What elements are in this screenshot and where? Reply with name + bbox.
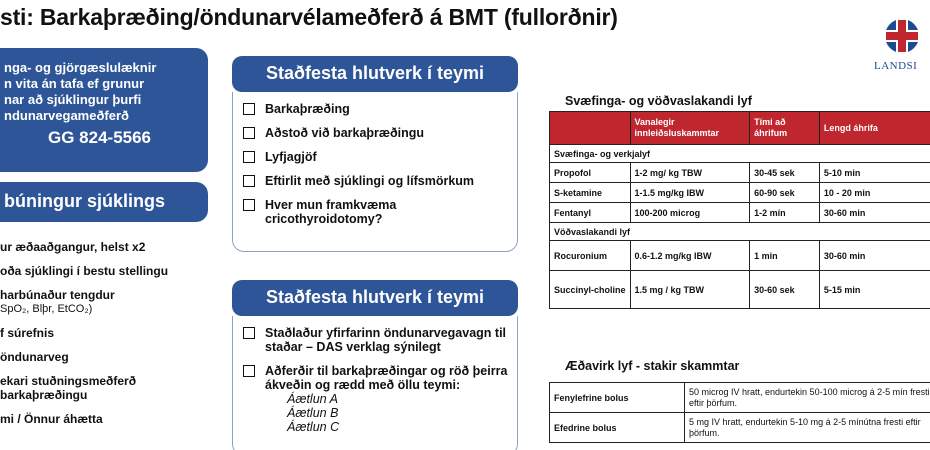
column-header (550, 112, 631, 145)
list-item: ekari stuðningsmeðferð (0, 374, 137, 388)
roles-box (232, 92, 518, 252)
anesthetics-title: Svæfinga- og vöðvaslakandi lyf (565, 94, 752, 108)
notice-line: nar að sjúklingur þurfi (4, 92, 142, 107)
checklist-item[interactable]: Eftirlit með sjúklingi og lífsmörkum (243, 174, 517, 188)
list-item-sub: SpO₂, Blþr, EtCO₂) (0, 303, 93, 315)
plan-heading: Staðfesta hlutverk í teymi (232, 280, 518, 316)
contact-notice-box (0, 48, 208, 172)
table-row: S-ketamine 1-1.5 mg/kg IBW 60-90 sek 10 - 20 min (550, 183, 930, 203)
group-label: Vöðvaslakandi lyf (550, 223, 930, 241)
column-header: Vanalegir innleiðsluskammtar (630, 112, 750, 145)
list-item: barkaþræðingu (0, 388, 88, 402)
patient-prep-heading: búningur sjúklings (0, 182, 208, 222)
checklist-item[interactable]: Barkaþræðing (243, 102, 517, 116)
table-row: Fenylefrine bolus 50 microg IV hratt, endurtekin 50-100 microg á 2-5 mín fresti eftir þörfum. (550, 383, 930, 413)
list-item: mi / Önnur áhætta (0, 412, 103, 426)
vasoactive-table (549, 382, 930, 443)
table-group-row (550, 145, 930, 163)
table-row: Rocuronium 0.6-1.2 mg/kg IBW 1 min 30-60 min (550, 241, 930, 271)
table-row: Efedrine bolus 5 mg IV hratt, endurtekin 5-10 mg á 2-5 mínútna fresti eftir þörfum. (550, 413, 930, 443)
plan-box (232, 316, 518, 450)
page-title: sti: Barkaþræðing/öndunarvélameðferð á BMT (fullorðnir) (0, 4, 618, 30)
roles-heading: Staðfesta hlutverk í teymi (232, 56, 518, 92)
checklist-item[interactable]: Hver mun framkvæma cricothyroidotomy? (243, 198, 517, 226)
checklist-item[interactable]: Aðstoð við barkaþræðingu (243, 126, 517, 140)
list-item: ur æðaaðgangur, helst x2 (0, 240, 146, 254)
notice-line: n vita án tafa ef grunur (4, 76, 145, 91)
anesthetics-table (549, 111, 930, 309)
table-row: Propofol 1-2 mg/ kg TBW 30-45 sek 5-10 min (550, 163, 930, 183)
phone-number: GG 824-5566 (48, 128, 152, 147)
notice-line: nga- og gjörgæslulæknir (4, 60, 157, 75)
column-header: Lengd áhrifa (819, 112, 930, 145)
checklist-item[interactable]: Lyfjagjöf (243, 150, 517, 164)
list-item: oða sjúklingi í bestu stellingu (0, 264, 169, 278)
column-header: Tími að áhrifum (750, 112, 820, 145)
notice-line: ndunarvegameðferð (4, 108, 129, 123)
table-row: Succinyl-choline 1.5 mg / kg TBW 30-60 sek 5-15 min (550, 271, 930, 309)
checklist-item[interactable]: Aðferðir til barkaþræðingar og röð þeirra ákveðin og rædd með öllu teymi: Áætlun A Áætlun B Áætlun C (243, 364, 517, 434)
table-group-row (550, 223, 930, 241)
plan-option: Áætlun A (287, 392, 338, 406)
table-row: Fentanyl 100-200 microg 1-2 mín 30-60 min (550, 203, 930, 223)
checklist-item[interactable]: Staðlaður yfirfarinn öndunarvegavagn til staðar – DAS verklag sýnilegt (243, 326, 517, 354)
table-header-row (550, 112, 930, 145)
list-item: öndunarveg (0, 350, 69, 364)
plan-option: Áætlun C (287, 420, 340, 434)
plan-option: Áætlun B (287, 406, 339, 420)
patient-prep-list (0, 240, 210, 436)
list-item: harbúnaður tengdur SpO₂, Blþr, EtCO₂) (0, 288, 210, 316)
vasoactive-title: Æðavirk lyf - stakir skammtar (565, 359, 740, 373)
group-label: Svæfinga- og verkjalyf (550, 145, 930, 163)
list-item: f súrefnis (0, 326, 55, 340)
logo-text: LANDSI (874, 60, 918, 72)
